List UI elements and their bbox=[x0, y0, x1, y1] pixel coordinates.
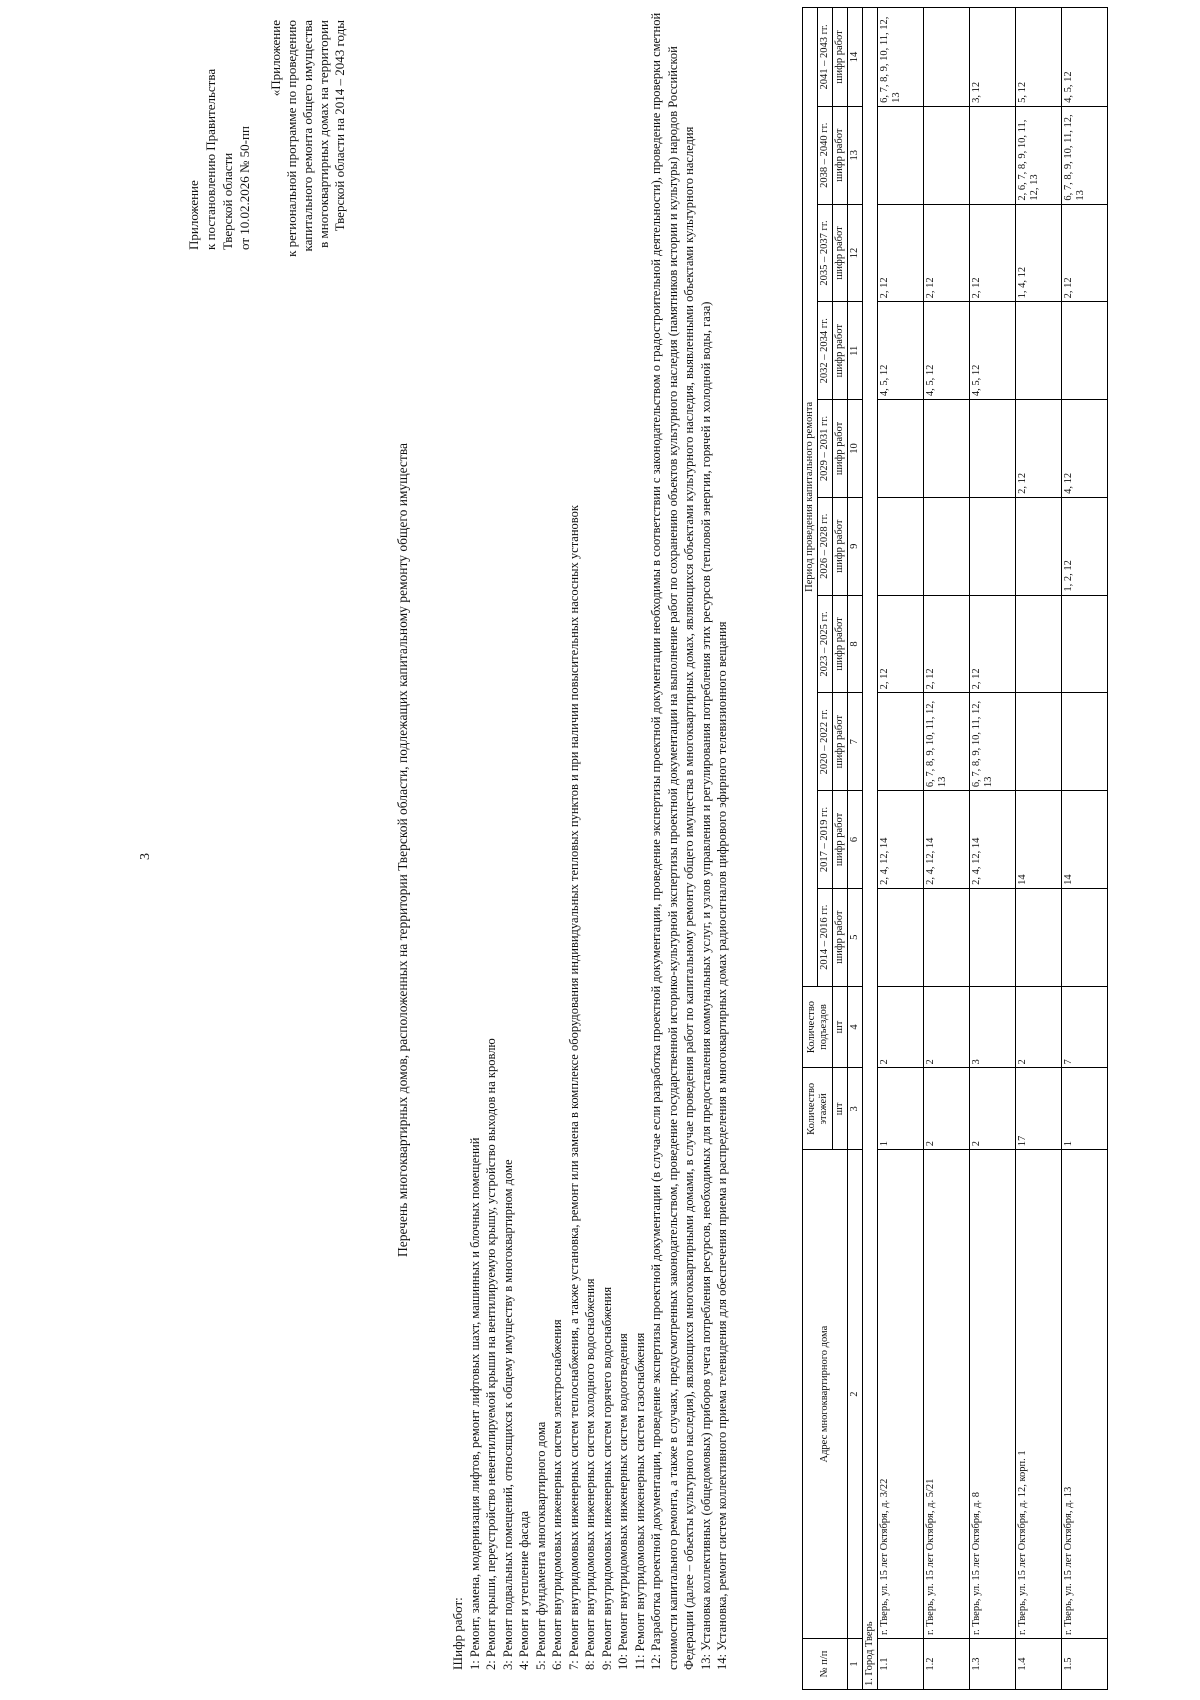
row-period-cell bbox=[924, 888, 970, 986]
row-entrances: 2 bbox=[1016, 986, 1062, 1068]
unit-header: шт bbox=[833, 986, 848, 1068]
work-code-item: 10: Ремонт внутридомовых инженерных систем водоотведения bbox=[616, 1333, 630, 1670]
row-entrances: 2 bbox=[924, 986, 970, 1068]
work-code-item: 5: Ремонт фундамента многоквартирного дома bbox=[533, 1421, 548, 1670]
row-period-cell bbox=[1062, 595, 1108, 693]
approval-line: к постановлению Правительства bbox=[203, 68, 218, 250]
work-code-item: 1: Ремонт, замена, модернизация лифтов, ремонт лифтовых шахт, машинных и блочных помещений bbox=[467, 1137, 482, 1670]
row-period-cell: 2, 12 bbox=[970, 204, 1016, 302]
period-header: 2032 – 2034 гг. bbox=[818, 302, 833, 400]
work-code-item: 11: Ремонт внутридомовых инженерных систем газоснабжения bbox=[632, 1332, 647, 1670]
unit-header: шифр работ bbox=[833, 693, 848, 791]
row-period-cell bbox=[1062, 693, 1108, 791]
row-period-cell bbox=[924, 400, 970, 498]
row-number: 1.5 bbox=[1062, 1639, 1108, 1690]
row-address: г. Тверь, ул. 15 лет Октября, д. 5/21 bbox=[924, 1150, 970, 1639]
row-period-cell: 2, 12 bbox=[924, 204, 970, 302]
row-period-cell: 2, 12 bbox=[970, 595, 1016, 693]
appendix-header bbox=[268, 20, 348, 330]
unit-header: шифр работ bbox=[833, 400, 848, 498]
work-code-item: 2: Ремонт крыши, переустройство невентилируемой крыши на вентилируемую крышу, устройство выходов на кровлю bbox=[484, 1038, 498, 1670]
work-codes-list bbox=[450, 10, 731, 1670]
column-number: 12 bbox=[848, 204, 863, 302]
row-period-cell: 6, 7, 8, 9, 10, 11, 12, 13 bbox=[970, 693, 1016, 791]
page-number: 3 bbox=[138, 853, 153, 860]
row-period-cell: 6, 7, 8, 9, 10, 11, 12, 13 bbox=[878, 8, 924, 107]
appendix-line: к региональной программе по проведению bbox=[284, 20, 299, 257]
approval-line: Приложение bbox=[186, 180, 201, 250]
row-floors: 1 bbox=[878, 1068, 924, 1150]
table-row bbox=[878, 8, 924, 1690]
row-period-cell: 4, 12 bbox=[1062, 400, 1108, 498]
column-number: 1 bbox=[848, 1639, 863, 1690]
row-period-cell: 2, 12 bbox=[878, 204, 924, 302]
region-name: 1. Город Тверь bbox=[863, 8, 878, 1690]
work-codes-title: Шифр работ: bbox=[450, 1597, 465, 1670]
row-period-cell: 2, 6, 7, 8, 9, 10, 11, 12, 13 bbox=[1016, 106, 1062, 204]
appendix-line: капитального ремонта общего имущества bbox=[300, 20, 315, 252]
column-number: 9 bbox=[848, 497, 863, 595]
table-row bbox=[924, 8, 970, 1690]
row-address: г. Тверь, ул. 15 лет Октября, д. 3/22 bbox=[878, 1150, 924, 1639]
row-period-cell: 14 bbox=[1016, 791, 1062, 889]
row-number: 1.1 bbox=[878, 1639, 924, 1690]
row-period-cell: 2, 4, 12, 14 bbox=[970, 791, 1016, 889]
header-period: Период проведения капитального ремонта bbox=[803, 8, 818, 987]
table-row bbox=[1062, 8, 1108, 1690]
row-period-cell: 4, 5, 12 bbox=[878, 302, 924, 400]
row-number: 1.3 bbox=[970, 1639, 1016, 1690]
approval-line: от 10.02.2026 № 50-пп bbox=[237, 126, 252, 250]
unit-header: шифр работ bbox=[833, 302, 848, 400]
row-period-cell: 2, 12 bbox=[1062, 204, 1108, 302]
work-code-item: 9: Ремонт внутридомовых инженерных систем горячего водоснабжения bbox=[599, 1286, 614, 1670]
row-period-cell: 1, 2, 12 bbox=[1062, 497, 1108, 595]
row-address: г. Тверь, ул. 15 лет Октября, д. 8 bbox=[970, 1150, 1016, 1639]
row-period-cell: 6, 7, 8, 9, 10, 11, 12, 13 bbox=[924, 693, 970, 791]
row-period-cell bbox=[1016, 693, 1062, 791]
row-floors: 1 bbox=[1062, 1068, 1108, 1150]
row-floors: 17 bbox=[1016, 1068, 1062, 1150]
period-header: 2023 – 2025 гг. bbox=[818, 595, 833, 693]
row-period-cell bbox=[924, 8, 970, 107]
unit-header: шифр работ bbox=[833, 106, 848, 204]
column-number: 6 bbox=[848, 791, 863, 889]
column-number: 5 bbox=[848, 888, 863, 986]
row-period-cell: 1, 4, 12 bbox=[1016, 204, 1062, 302]
work-code-item: 13: Установка коллективных (общедомовых) приборов учета потребления ресурсов, необходимых для предоставления коммунальных услуг, и узлов управления и регулирования потребления этих ресурсов (тепловой энергии, горячей и холодной воды, газа) bbox=[698, 301, 713, 1670]
row-period-cell: 4, 5, 12 bbox=[1062, 8, 1108, 107]
period-header: 2041 – 2043 гг. bbox=[818, 8, 833, 107]
column-number: 14 bbox=[848, 8, 863, 107]
column-number: 2 bbox=[848, 1150, 863, 1639]
document-title: Перечень многоквартирных домов, расположенных на территории Тверской области, подлежащих капитальному ремонту общего имущества bbox=[395, 442, 410, 1258]
row-period-cell bbox=[924, 106, 970, 204]
header-entrances: Количество подъездов bbox=[803, 986, 833, 1068]
row-period-cell: 2, 12 bbox=[1016, 400, 1062, 498]
row-entrances: 7 bbox=[1062, 986, 1108, 1068]
work-code-item: 3: Ремонт подвальных помещений, относящихся к общему имуществу в многоквартирном доме bbox=[500, 1159, 515, 1670]
column-number: 11 bbox=[848, 302, 863, 400]
row-period-cell: 2, 4, 12, 14 bbox=[924, 791, 970, 889]
column-number: 13 bbox=[848, 106, 863, 204]
row-period-cell bbox=[970, 400, 1016, 498]
row-period-cell: 2, 12 bbox=[924, 595, 970, 693]
row-period-cell: 14 bbox=[1062, 791, 1108, 889]
row-period-cell bbox=[878, 693, 924, 791]
work-code-item: 4: Ремонт и утепление фасада bbox=[517, 1510, 531, 1670]
unit-header: шифр работ bbox=[833, 595, 848, 693]
row-period-cell bbox=[1062, 888, 1108, 986]
row-period-cell: 2, 4, 12, 14 bbox=[878, 791, 924, 889]
unit-header: шифр работ bbox=[833, 791, 848, 889]
row-entrances: 2 bbox=[878, 986, 924, 1068]
appendix-line: «Приложение bbox=[268, 20, 283, 97]
row-address: г. Тверь, ул. 15 лет Октября, д. 13 bbox=[1062, 1150, 1108, 1639]
row-period-cell: 5, 12 bbox=[1016, 8, 1062, 107]
approval-block bbox=[185, 69, 253, 250]
region-row bbox=[863, 8, 878, 1690]
row-period-cell: 4, 5, 12 bbox=[970, 302, 1016, 400]
table-row bbox=[970, 8, 1016, 1690]
column-number: 10 bbox=[848, 400, 863, 498]
appendix-line: в многоквартирных домах на территории bbox=[316, 20, 331, 248]
repair-schedule-table bbox=[802, 7, 1108, 1690]
row-floors: 2 bbox=[970, 1068, 1016, 1150]
row-period-cell: 6, 7, 8, 9, 10, 11, 12, 13 bbox=[1062, 106, 1108, 204]
row-period-cell bbox=[878, 106, 924, 204]
unit-header: шифр работ bbox=[833, 8, 848, 107]
column-number: 7 bbox=[848, 693, 863, 791]
unit-header: шифр работ bbox=[833, 204, 848, 302]
period-header: 2020 – 2022 гг. bbox=[818, 693, 833, 791]
row-period-cell: 4, 5, 12 bbox=[924, 302, 970, 400]
work-code-item: 12: Разработка проектной документации, проведение экспертизы проектной документации (в случае если разработка проектной документации, проведение экспертизы проектной документации необходимы в соответствии с законодательством о градостроительной деятельности), проведение проверки сметной стоимости капитального ремонта, а также в случаях, предусмотренных законодательством, проведение государственной историко-культурной экспертизы проектной документации на выполнение работ по сохранению объектов культурного наследия (памятников истории и культуры) народов Российской Федерации (далее – объекты культурного наследия), являющихся многоквартирными домами, в случае проведения работ по капитальному ремонту общего имущества в многоквартирных домах, являющихся объектами культурного наследия, выявленными объектами культурного наследия bbox=[649, 12, 696, 1670]
row-period-cell bbox=[1062, 302, 1108, 400]
work-code-item: 14: Установка, ремонт систем коллективного приема телевидения для обеспечения приема и распределения в многоквартирных домах радиосигналов цифрового эфирного телевизионного вещания bbox=[715, 621, 729, 1670]
work-code-item: 6: Ремонт внутридомовых инженерных систем электроснабжения bbox=[550, 1319, 564, 1670]
appendix-line: Тверской области на 2014 – 2043 годы bbox=[332, 20, 347, 232]
unit-header: шифр работ bbox=[833, 497, 848, 595]
row-number: 1.2 bbox=[924, 1639, 970, 1690]
period-header: 2035 – 2037 гг. bbox=[818, 204, 833, 302]
row-period-cell: 3, 12 bbox=[970, 8, 1016, 107]
period-header: 2038 – 2040 гг. bbox=[818, 106, 833, 204]
row-period-cell bbox=[878, 497, 924, 595]
header-number: № п/п bbox=[803, 1639, 848, 1690]
header-address: Адрес многоквартирного дома bbox=[803, 1150, 848, 1639]
row-address: г. Тверь, ул. 15 лет Октября, д. 12, корп. 1 bbox=[1016, 1150, 1062, 1639]
work-code-item: 7: Ремонт внутридомовых инженерных систем теплоснабжения, а также установка, ремонт или замена в комплексе оборудования индивидуальных тепловых пунктов и при наличии повысительных насосных установок bbox=[566, 505, 581, 1670]
row-number: 1.4 bbox=[1016, 1639, 1062, 1690]
row-period-cell bbox=[970, 888, 1016, 986]
column-number: 4 bbox=[848, 986, 863, 1068]
row-period-cell bbox=[878, 400, 924, 498]
row-period-cell bbox=[970, 106, 1016, 204]
row-period-cell bbox=[1016, 595, 1062, 693]
table-column-numbers-row bbox=[848, 8, 863, 1690]
header-floors: Количество этажей bbox=[803, 1068, 833, 1150]
approval-line: Тверской области bbox=[220, 152, 235, 250]
row-period-cell bbox=[878, 888, 924, 986]
row-period-cell bbox=[970, 497, 1016, 595]
row-period-cell bbox=[1016, 888, 1062, 986]
row-period-cell: 2, 12 bbox=[878, 595, 924, 693]
row-period-cell bbox=[924, 497, 970, 595]
unit-header: шифр работ bbox=[833, 888, 848, 986]
column-number: 8 bbox=[848, 595, 863, 693]
period-header: 2017 – 2019 гг. bbox=[818, 791, 833, 889]
table-row bbox=[1016, 8, 1062, 1690]
unit-header: шт bbox=[833, 1068, 848, 1150]
table-header-row bbox=[803, 8, 818, 1690]
row-floors: 2 bbox=[924, 1068, 970, 1150]
period-header: 2026 – 2028 гг. bbox=[818, 497, 833, 595]
work-code-item: 8: Ремонт внутридомовых инженерных систем холодного водоснабжения bbox=[583, 1278, 597, 1670]
row-period-cell bbox=[1016, 497, 1062, 595]
column-number: 3 bbox=[848, 1068, 863, 1150]
row-entrances: 3 bbox=[970, 986, 1016, 1068]
period-header: 2014 – 2016 гг. bbox=[818, 888, 833, 986]
row-period-cell bbox=[1016, 302, 1062, 400]
period-header: 2029 – 2031 гг. bbox=[818, 400, 833, 498]
